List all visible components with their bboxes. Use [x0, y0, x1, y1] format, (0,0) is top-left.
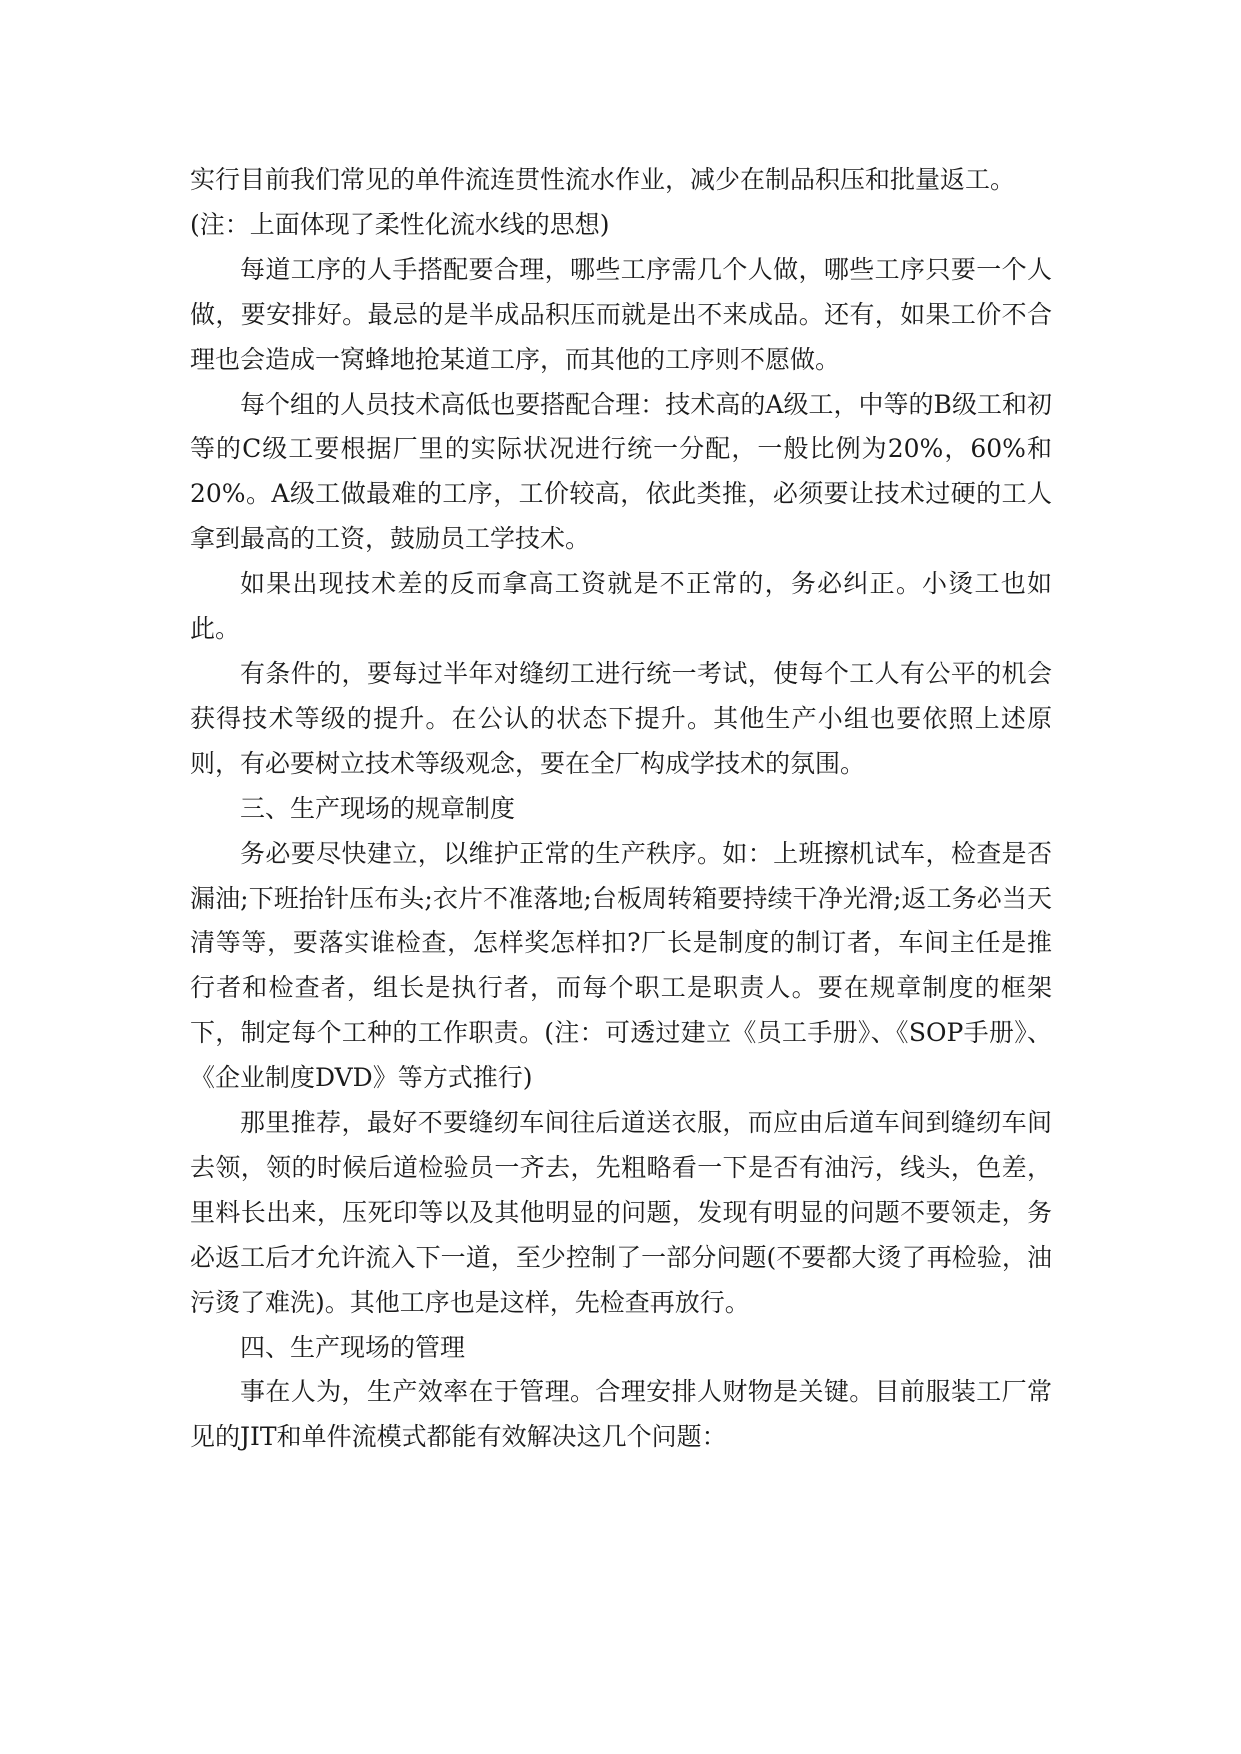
paragraph-9: 事在人为，生产效率在于管理。合理安排人财物是关键。目前服装工厂常见的JIT和单件流模式都能有效解决这几个问题： — [190, 1377, 1052, 1452]
paragraph-6: 有条件的，要每过半年对缝纫工进行统一考试，使每个工人有公平的机会获得技术等级的提升。在公认的状态下提升。其他生产小组也要依照上述原则，有必要树立技术等级观念，要在全厂构成学技术的氛围。 — [190, 658, 1052, 778]
paragraph-4: 每个组的人员技术高低也要搭配合理：技术高的A级工，中等的B级工和初等的C级工要根据厂里的实际状况进行统一分配，一般比例为20%，60%和20%。A级工做最难的工序，工价较高，依此类推，必须要让技术过硬的工人拿到最高的工资，鼓励员工学技术。 — [190, 389, 1052, 554]
document-body — [190, 158, 1052, 1460]
paragraph-7: 务必要尽快建立，以维护正常的生产秩序。如：上班擦机试车，检查是否漏油;下班抬针压布头;衣片不准落地;台板周转箱要持续干净光滑;返工务必当天清等等，要落实谁检查，怎样奖怎样扣?厂长是制度的制订者，车间主任是推行者和检查者，组长是执行者，而每个职工是职责人。要在规章制度的框架下，制定每个工种的工作职责。(注：可透过建立《员工手册》、《SOP手册》、《企业制度DVD》等方式推行) — [190, 838, 1052, 1093]
paragraph-2: (注：上面体现了柔性化流水线的思想) — [190, 209, 610, 239]
paragraph-3: 每道工序的人手搭配要合理，哪些工序需几个人做，哪些工序只要一个人做，要安排好。最忌的是半成品积压而就是出不来成品。还有，如果工价不合理也会造成一窝蜂地抢某道工序，而其他的工序则不愿做。 — [190, 254, 1052, 374]
paragraph-1: 实行目前我们常见的单件流连贯性流水作业，减少在制品积压和批量返工。 — [190, 165, 1016, 194]
paragraph-8: 那里推荐，最好不要缝纫车间往后道送衣服，而应由后道车间到缝纫车间去领，领的时候后道检验员一齐去，先粗略看一下是否有油污，线头，色差，里料长出来，压死印等以及其他明显的问题，发现有明显的问题不要领走，务必返工后才允许流入下一道，至少控制了一部分问题(不要都大烫了再检验，油污烫了难洗)。其他工序也是这样，先检查再放行。 — [190, 1108, 1052, 1317]
paragraph-5: 如果出现技术差的反而拿高工资就是不正常的，务必纠正。小烫工也如此。 — [190, 569, 1052, 644]
section-heading-3: 三、生产现场的规章制度 — [240, 793, 516, 823]
section-heading-4: 四、生产现场的管理 — [240, 1332, 466, 1362]
